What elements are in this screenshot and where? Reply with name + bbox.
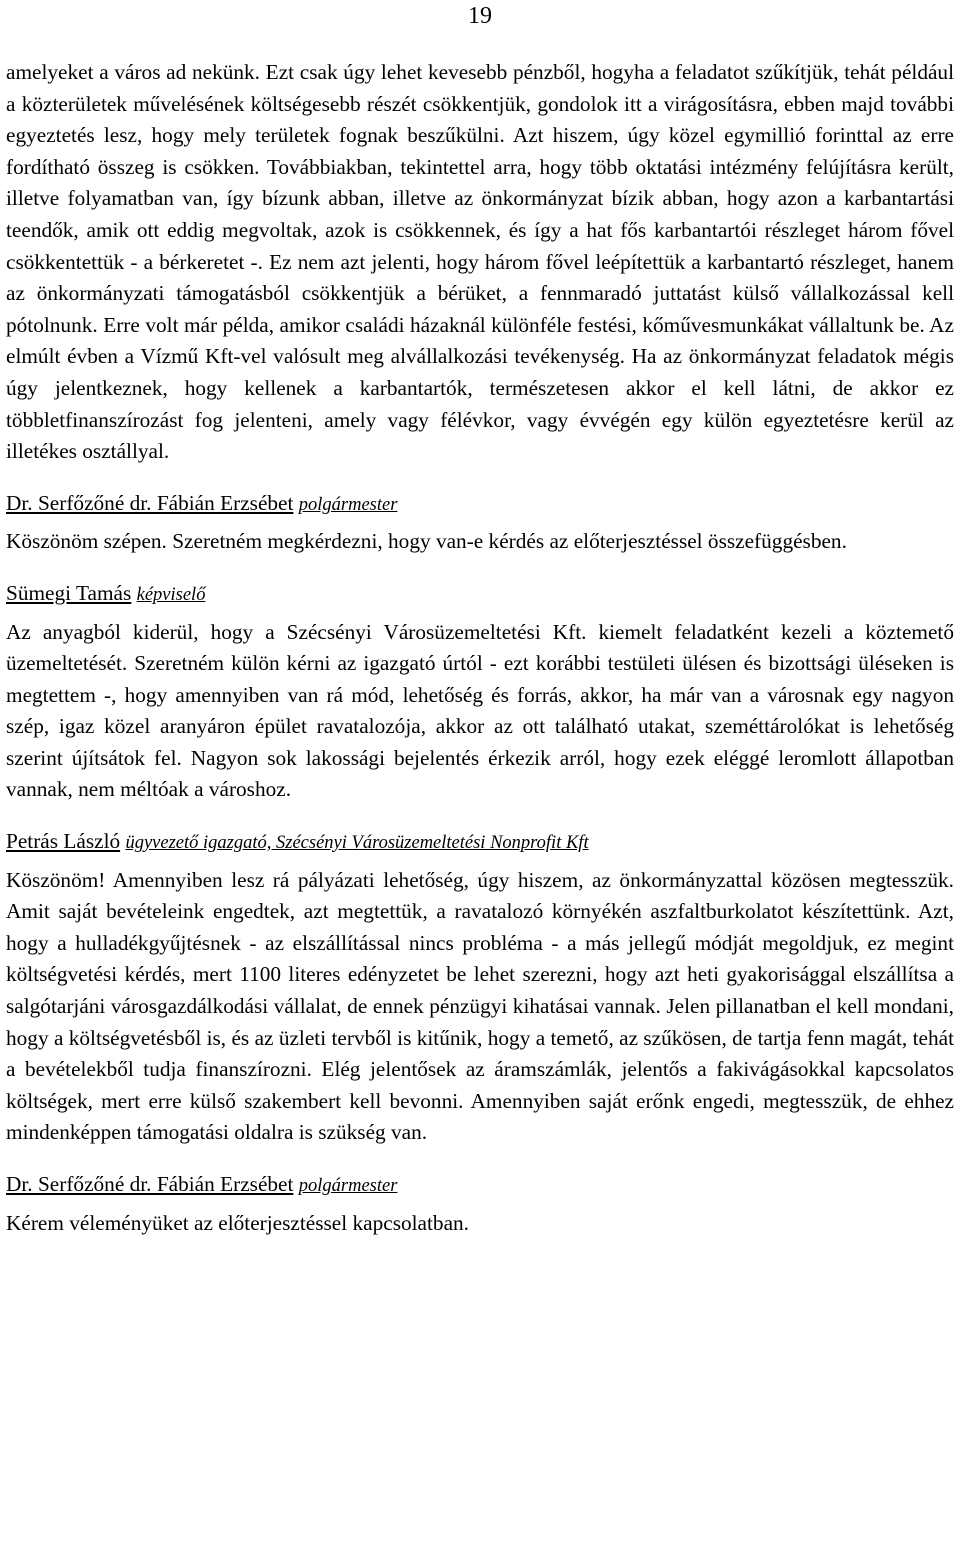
speaker-name: Petrás László xyxy=(6,829,121,854)
speaker-name: Dr. Serfőzőné dr. Fábián Erzsébet xyxy=(6,1172,294,1196)
paragraph-5: Kérem véleményüket az előterjesztéssel kapcsolatban. xyxy=(6,1210,469,1235)
speaker-heading-2 xyxy=(6,578,954,612)
speaker-name: Sümegi Tamás xyxy=(6,580,132,605)
speaker-heading-1 xyxy=(6,488,954,522)
speaker-heading-3 xyxy=(6,826,954,860)
document-body xyxy=(6,57,954,1239)
paragraph-3: Az anyagból kiderül, hogy a Szécsényi Városüzemeltetési Kft. kiemelt feladatként kezeli a köztemető üzemeltetését. Szeretném külön kérni az igazgató úrtól - ezt korábbi testületi ülésen és bizottsági üléseken is megtettem -, hogy amennyiben van rá mód, lehetőség és forrás, akkor, ha már van a városnak egy nagyon szép, igaz közel aranyáron épület ravatalozója, akkor az ott található utakat, szeméttárolókat is lehetőség szerint újítsátok fel. Nagyon sok lakossági bejelentés érkezik arról, hogy ezek eléggé leromlott állapotban vannak, nem méltóak a városhoz. xyxy=(6,619,954,802)
page-number: 19 xyxy=(468,3,492,29)
speaker-heading-4 xyxy=(6,1169,954,1203)
paragraph-1: amelyeket a város ad nekünk. Ezt csak úgy lehet kevesebb pénzből, hogyha a feladatot szűkítjük, tehát például a közterületek művelésének költségesebb részét csökkentjük, gondolok itt a virágosításra, ebben majd további egyeztetés lesz, hogy mely területek fognak beszűkülni. Azt hiszem, úgy közel egymillió forinttal az erre fordítható összeg is csökken. Továbbiakban, tekintettel arra, hogy több oktatási intézmény felújításra került, illetve folyamatban van, így bízunk abban, illetve az önkormányzat bízik abban, hogy azon a karbantartási teendők, amik ott eddig megvoltak, azok is csökkennek, és így a hat fős karbantartói részleget három fővel csökkentettük - a bérkeretet -. Ez nem azt jelenti, hogy három fővel leépítettük a karbantartó részleget, hanem az önkormányzati támogatásból csökkentjük a bérüket, a fennmaradó juttatást külső vállalkozással kell pótolnunk. Erre volt már példa, amikor családi házaknál különféle festési, kőművesmunkákat vállaltunk be. Az elmúlt évben a Vízmű Kft-vel valósult meg alvállalkozási tevékenység. Ha az önkormányzat feladatok mégis úgy jelentkeznek, hogy kellenek a karbantartók, természetesen akkor el kell látni, de akkor ez többletfinanszírozást fog jelenteni, amely vagy félévkor, vagy évvégén egy külön egyeztetésre kerül az illetékes osztállyal. xyxy=(6,60,954,464)
paragraph-2: Köszönöm szépen. Szeretném megkérdezni, hogy van-e kérdés az előterjesztéssel összefüggésben. xyxy=(6,529,847,554)
speaker-name: Dr. Serfőzőné dr. Fábián Erzsébet xyxy=(6,490,294,515)
speaker-role: polgármester xyxy=(298,1176,398,1196)
speaker-role: polgármester xyxy=(298,494,398,515)
paragraph-4: Köszönöm! Amennyiben lesz rá pályázati lehetőség, úgy hiszem, az önkormányzattal közösen megtesszük. Amit saját bevételeink engedtek, azt megtettük, a ravatalozó környékén aszfaltburkolatot készítettünk. Azt, hogy a hulladékgyűjtésnek - az elszállítással nincs probléma - a más jellegű módját megoldjuk, ez megint költségvetési kérdés, mert 1100 literes edényzetet be lehet szerezni, hogy azt heti gyakorisággal elszállítsa a salgótarjáni városgazdálkodási vállalat, de ennek pénzügyi kihatásai vannak. Jelen pillanatban el kell mondani, hogy a költségvetésből is, és az üzleti tervből is kitűnik, hogy a temető, az szűkösen, de tartja fenn magát, tehát a bevételekből tudja finanszírozni. Elég jelentősek az áramszámlák, jelentős a fakivágásokkal kapcsolatos költségek, mert erre külső szakembert kell bevonni. Amennyiben saját erőnk engedi, megtesszük, de ehhez mindenképpen támogatási oldalra is szükség van. xyxy=(6,867,954,1145)
speaker-role: képviselő xyxy=(136,584,206,605)
speaker-role: ügyvezető igazgató, Szécsényi Városüzemeltetési Nonprofit Kft xyxy=(125,833,589,854)
